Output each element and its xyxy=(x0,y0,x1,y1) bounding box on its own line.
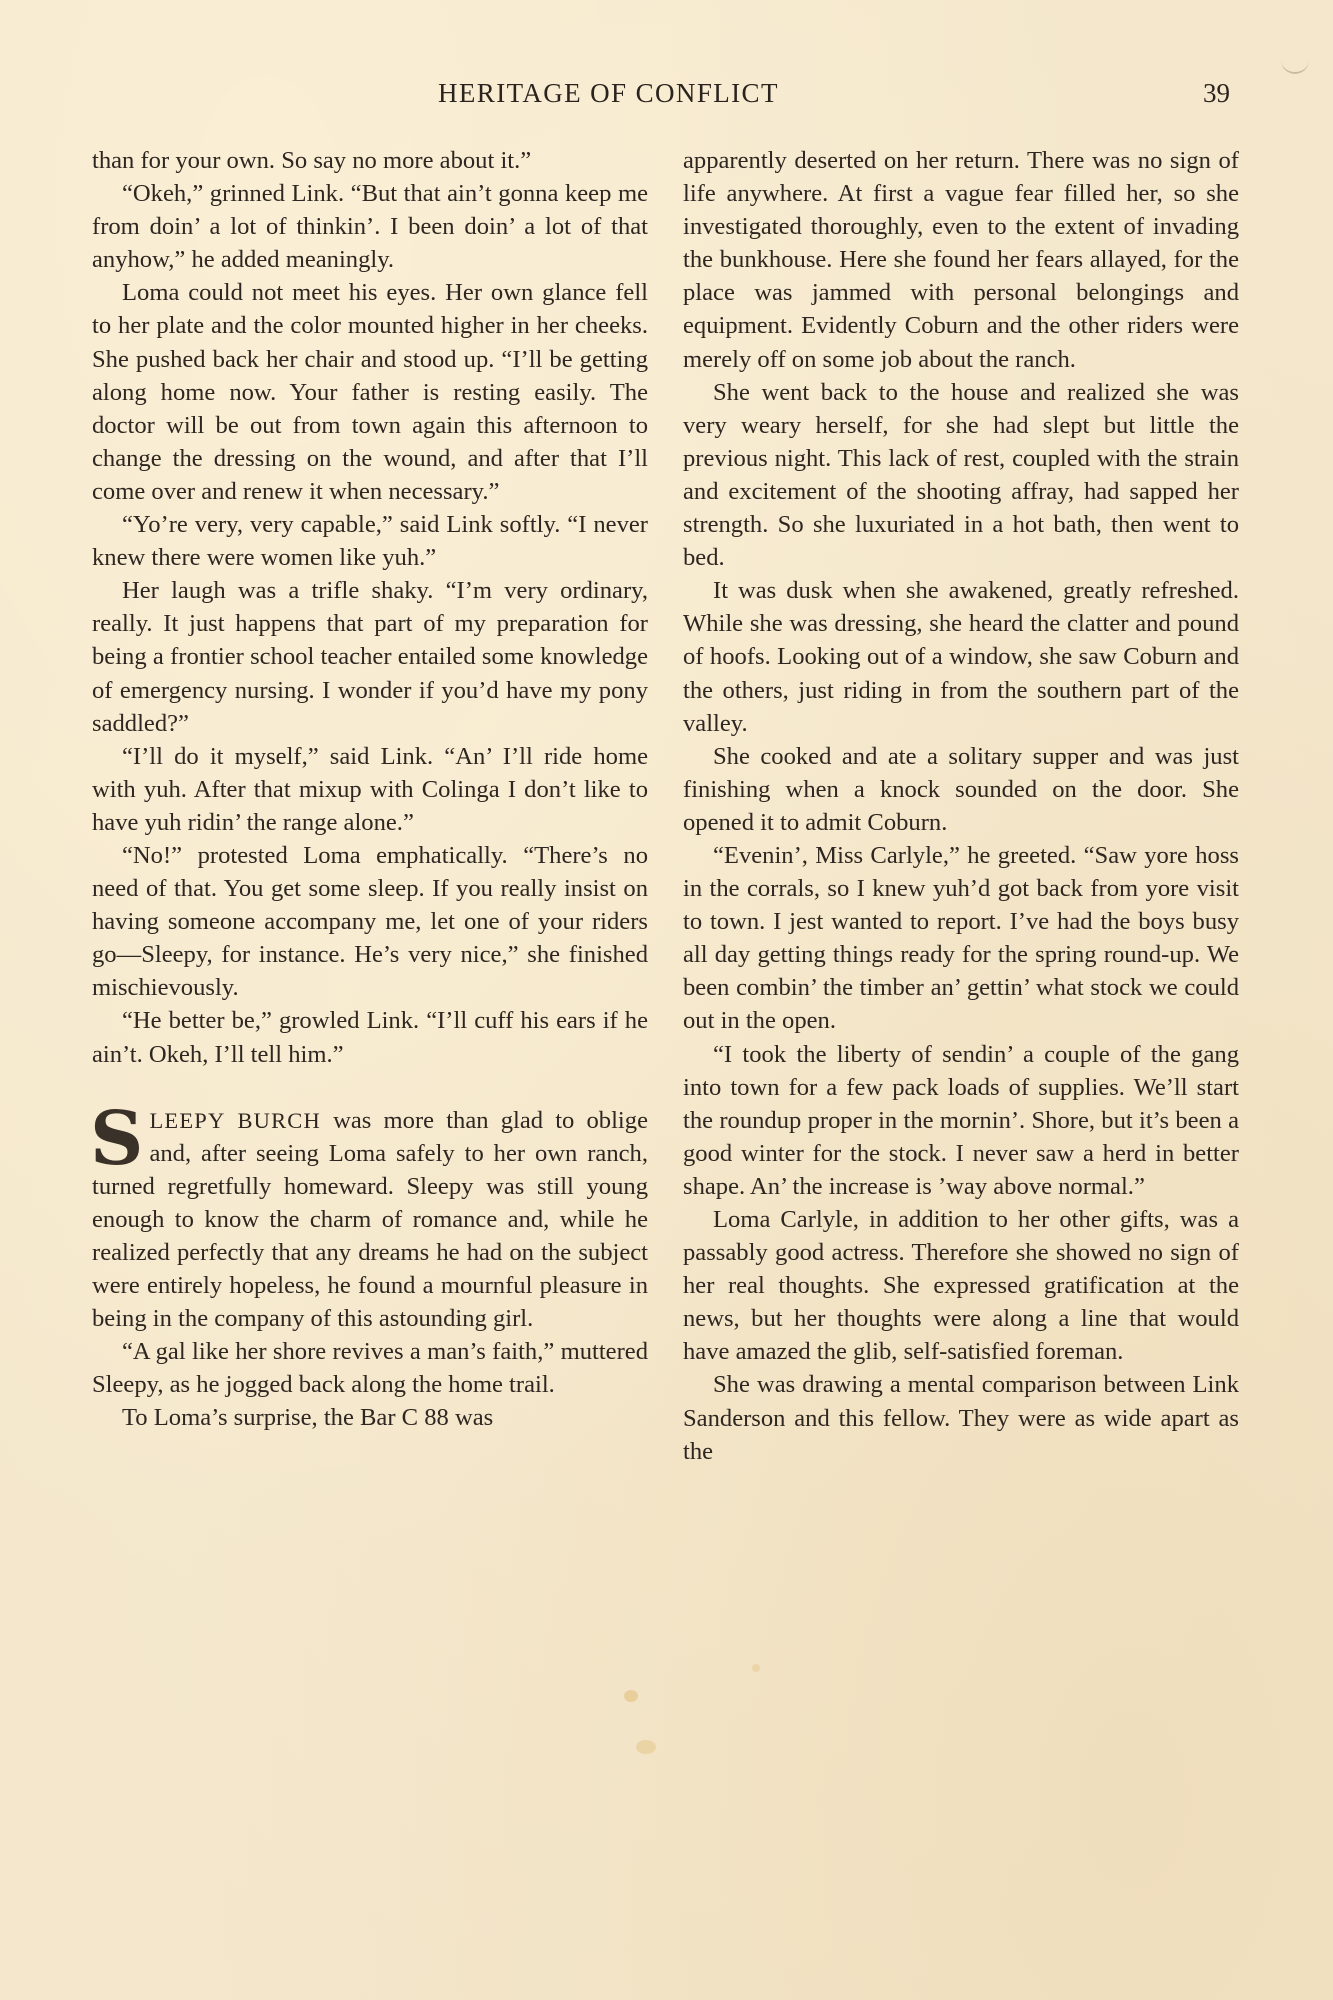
running-title: HERITAGE OF CONFLICT xyxy=(438,78,779,108)
paragraph: “I’ll do it myself,” said Link. “An’ I’ll ride home with yuh. After that mixup with Colinga I don’t like to have yuh ridin’ the range alone.” xyxy=(92,742,648,836)
paragraph: “I took the liberty of sendin’ a couple of the gang into town for a few pack loads of supplies. We’ll start the roundup proper in the mornin’. Shore, but it’s been a good winter for the stock. I never saw a herd in better shape. An’ the increase is ’way above normal.” xyxy=(683,1040,1239,1200)
paper-stain xyxy=(624,1690,638,1702)
left-column xyxy=(92,144,648,1435)
paper-stain xyxy=(752,1664,760,1672)
paragraph: She was drawing a mental comparison between Link Sanderson and this fellow. They were as wide apart as the xyxy=(683,1371,1239,1465)
paragraph: “Yo’re very, very capable,” said Link softly. “I never knew there were women like yuh.” xyxy=(92,511,648,572)
paper-stain xyxy=(636,1740,656,1754)
paragraph: She cooked and ate a solitary supper and was just finishing when a knock sounded on the door. She opened it to admit Coburn. xyxy=(683,742,1239,836)
paragraph: than for your own. So say no more about it.” xyxy=(92,147,532,174)
paragraph-text: was more than glad to oblige and, after seeing Loma safely to her own ranch, turned regretfully homeward. Sleepy was still young enough to know the charm of romance and, while he realized perfectly that any dreams he had on the subject were entirely hopeless, he found a mournful pleasure in being in the company of this astounding girl. xyxy=(92,1106,648,1333)
paragraph: Loma Carlyle, in addition to her other gifts, was a passably good actress. Therefore she showed no sign of her real thoughts. She expressed gratification at the news, but her thoughts were along a line that would have amazed the glib, self-satisfied foreman. xyxy=(683,1206,1239,1366)
paragraph: apparently deserted on her return. There was no sign of life anywhere. At first a vague fear filled her, so she investigated thoroughly, even to the extent of invading the bunkhouse. Here she found her fears allayed, for the place was jammed with personal belongings and equipment. Evidently Coburn and the other riders were merely off on some job about the ranch. xyxy=(683,147,1239,373)
paragraph: To Loma’s surprise, the Bar C 88 was xyxy=(122,1404,494,1432)
running-head xyxy=(0,78,1333,114)
paragraph: “He better be,” growled Link. “I’ll cuff his ears if he ain’t. Okeh, I’ll tell him.” xyxy=(92,1007,648,1068)
drop-cap: S xyxy=(90,1095,144,1182)
small-caps-lead: LEEPY BURCH xyxy=(149,1107,321,1133)
paragraph: She went back to the house and realized she was very weary herself, for she had slept but little the previous night. This lack of rest, coupled with the strain and excitement of the shooting affray, had sapped her strength. So she luxuriated in a hot bath, then went to bed. xyxy=(683,378,1239,572)
page-number: 39 xyxy=(1203,78,1230,108)
paragraph: Her laugh was a trifle shaky. “I’m very ordinary, really. It just happens that part of my preparation for being a frontier school teacher entailed some knowledge of emergency nursing. I wonder if you’d have my pony saddled?” xyxy=(92,577,648,737)
paragraph: “A gal like her shore revives a man’s faith,” muttered Sleepy, as he jogged back along the home trail. xyxy=(92,1338,648,1399)
paragraph: Loma could not meet his eyes. Her own glance fell to her plate and the color mounted higher in her cheeks. She pushed back her chair and stood up. “I’ll be getting along home now. Your father is resting easily. The doctor will be out from town again this afternoon to change the dressing on the wound, and after that I’ll come over and renew it when necessary.” xyxy=(92,279,648,505)
paragraph: “No!” protested Loma emphatically. “There’s no need of that. You get some sleep. If you really insist on having someone accompany me, let one of your riders go—Sleepy, for instance. He’s very nice,” she finished mischievously. xyxy=(92,841,648,1002)
right-column xyxy=(683,144,1239,1468)
paragraph: “Evenin’, Miss Carlyle,” he greeted. “Saw yore hoss in the corrals, so I knew yuh’d got back from yore visit to town. I jest wanted to report. I’ve had the boys busy all day getting things ready for the spring round-up. We been combin’ the timber an’ gettin’ what stock we could out in the open. xyxy=(683,841,1239,1035)
section-break xyxy=(92,1071,648,1104)
paragraph: “Okeh,” grinned Link. “But that ain’t gonna keep me from doin’ a lot of thinkin’. I been doin’ a lot of that anyhow,” he added meaningly. xyxy=(92,180,648,274)
section-opening-paragraph xyxy=(90,1095,648,1336)
paragraph: It was dusk when she awakened, greatly refreshed. While she was dressing, she heard the clatter and pound of hoofs. Looking out of a window, she saw Coburn and the others, just riding in from the southern part of the valley. xyxy=(683,577,1239,737)
pencil-mark xyxy=(1281,56,1309,74)
